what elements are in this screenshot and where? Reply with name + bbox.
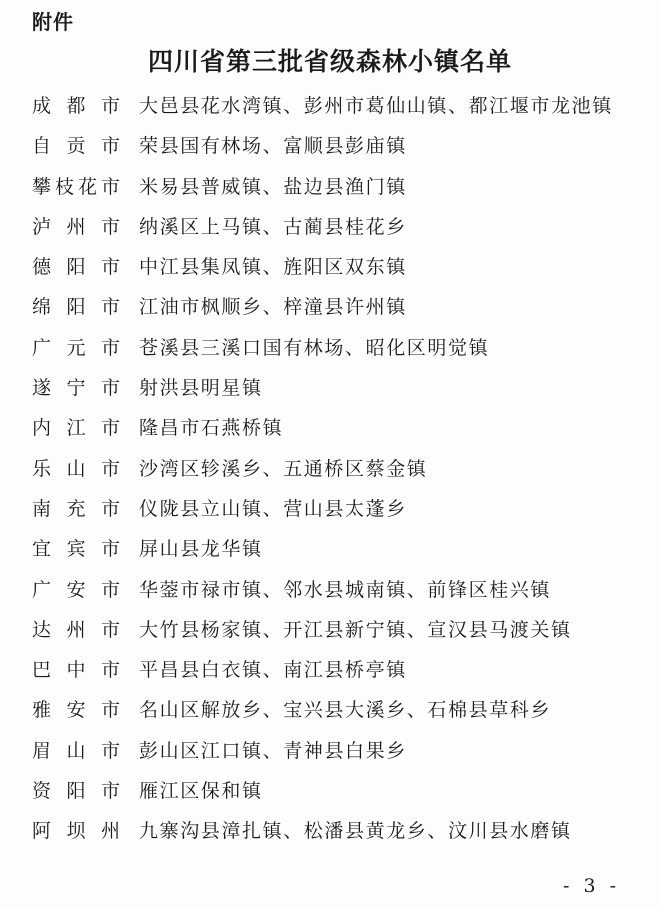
town-names: 纳溪区上马镇、古蔺县桂花乡 (139, 215, 407, 238)
city-name: 遂宁市 (32, 377, 120, 400)
list-item (0, 570, 660, 610)
city-name: 绵阳市 (32, 296, 120, 319)
page-number: - 3 - (562, 875, 620, 897)
city-name: 广安市 (32, 578, 120, 601)
city-name: 南充市 (32, 497, 120, 520)
town-list (0, 86, 660, 852)
city-name: 攀枝花市 (32, 175, 120, 198)
list-item (0, 449, 660, 489)
list-item (0, 86, 660, 126)
town-names: 荣县国有林场、富顺县彭庙镇 (139, 135, 407, 158)
list-item (0, 287, 660, 327)
city-name: 资阳市 (32, 780, 120, 803)
list-item (0, 610, 660, 650)
town-names: 米易县普威镇、盐边县渔门镇 (139, 175, 407, 198)
town-names: 江油市枫顺乡、梓潼县许州镇 (139, 296, 407, 319)
city-name: 德阳市 (32, 256, 120, 279)
town-names: 大竹县杨家镇、开江县新宁镇、宣汉县马渡关镇 (139, 618, 572, 641)
list-item (0, 650, 660, 690)
list-item (0, 328, 660, 368)
list-item (0, 126, 660, 166)
city-name: 内江市 (32, 417, 120, 440)
town-names: 九寨沟县漳扎镇、松潘县黄龙乡、汶川县水磨镇 (139, 820, 572, 843)
city-name: 乐山市 (32, 457, 120, 480)
list-item (0, 489, 660, 529)
city-name: 广元市 (32, 336, 120, 359)
city-name: 自贡市 (32, 135, 120, 158)
town-names: 雁江区保和镇 (139, 780, 263, 803)
city-name: 泸州市 (32, 215, 120, 238)
town-names: 彭山区江口镇、青神县白果乡 (139, 739, 407, 762)
annex-label: 附件 (32, 10, 74, 34)
town-names: 沙湾区轸溪乡、五通桥区蔡金镇 (139, 457, 428, 480)
town-names: 平昌县白衣镇、南江县桥亭镇 (139, 659, 407, 682)
city-name: 阿坝州 (32, 820, 120, 843)
city-name: 宜宾市 (32, 538, 120, 561)
document-title: 四川省第三批省级森林小镇名单 (147, 47, 512, 76)
list-item (0, 207, 660, 247)
list-item (0, 529, 660, 569)
town-names: 华蓥市禄市镇、邻水县城南镇、前锋区桂兴镇 (139, 578, 552, 601)
city-name: 达州市 (32, 618, 120, 641)
town-names: 中江县集凤镇、旌阳区双东镇 (139, 256, 407, 279)
town-names: 名山区解放乡、宝兴县大溪乡、石棉县草科乡 (139, 699, 552, 722)
list-item (0, 368, 660, 408)
list-item (0, 731, 660, 771)
city-name: 巴中市 (32, 659, 120, 682)
city-name: 眉山市 (32, 739, 120, 762)
town-names: 苍溪县三溪口国有林场、昭化区明觉镇 (139, 336, 490, 359)
list-item (0, 247, 660, 287)
town-names: 隆昌市石燕桥镇 (139, 417, 284, 440)
list-item (0, 408, 660, 448)
town-names: 屏山县龙华镇 (139, 538, 263, 561)
list-item (0, 771, 660, 811)
list-item (0, 167, 660, 207)
city-name: 雅安市 (32, 699, 120, 722)
list-item (0, 811, 660, 851)
town-names: 射洪县明星镇 (139, 377, 263, 400)
town-names: 仪陇县立山镇、营山县太蓬乡 (139, 497, 407, 520)
list-item (0, 690, 660, 730)
town-names: 大邑县花水湾镇、彭州市葛仙山镇、都江堰市龙池镇 (139, 95, 613, 117)
city-name: 成都市 (32, 95, 120, 117)
